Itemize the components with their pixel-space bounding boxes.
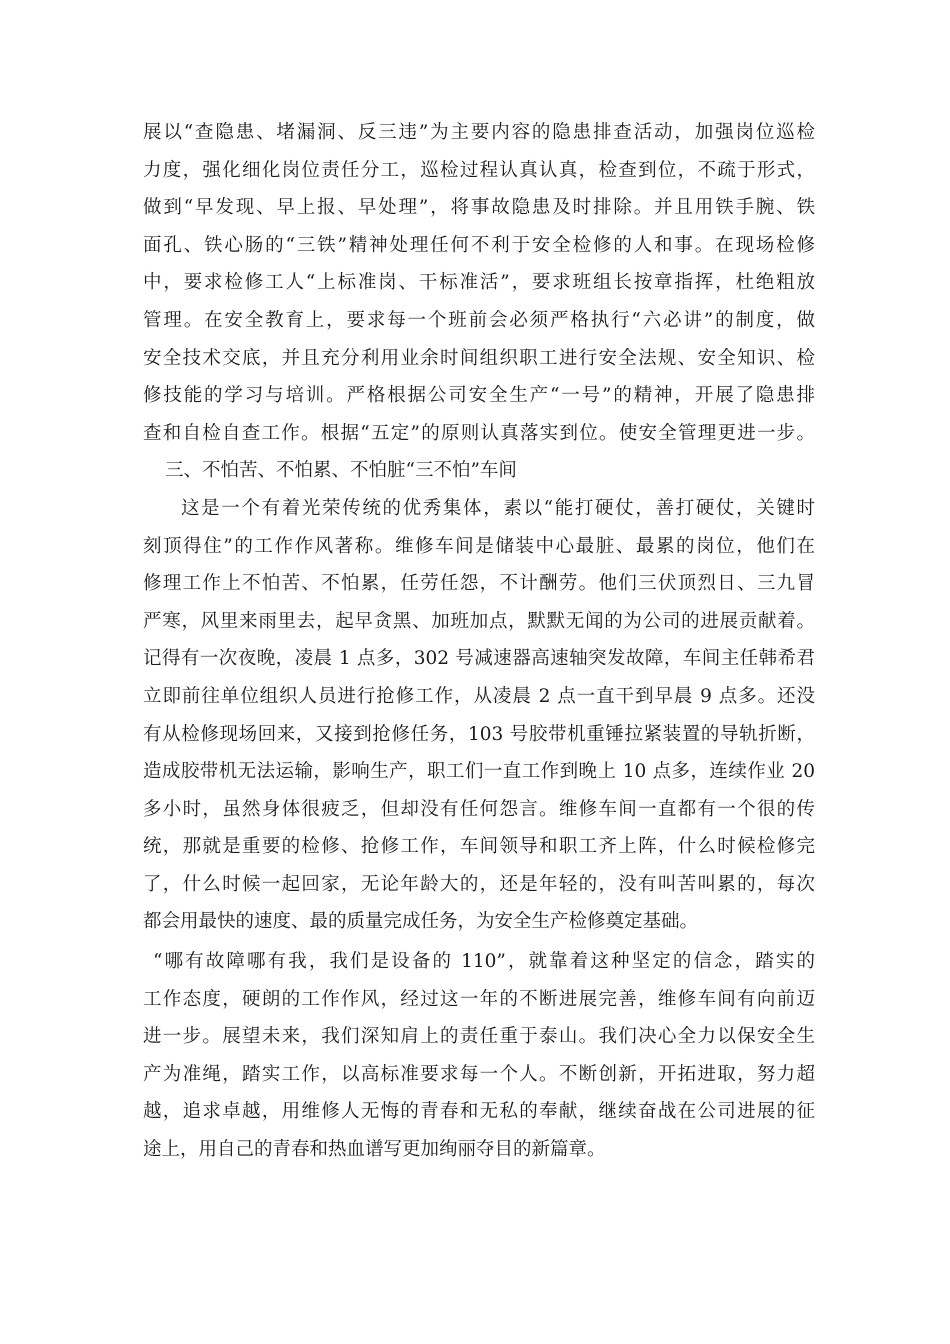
text-line: 越，追求卓越，用维修人无悔的青春和无私的奉献，继续奋战在公司进展的征 <box>143 1101 815 1123</box>
text-line: 管理。在安全教育上，要求每一个班前会必须严格执行“六必讲”的制度，做 <box>143 309 815 331</box>
text-line: 进一步。展望未来，我们深知肩上的责任重于泰山。我们决心全力以保安全生 <box>143 1026 815 1048</box>
text-line: 这是一个有着光荣传统的优秀集体，素以“能打硬仗，善打硬仗，关键时 <box>181 497 815 519</box>
text-line: 严寒，风里来雨里去，起早贪黑、加班加点，默默无闻的为公司的进展贡献着。 <box>143 610 815 632</box>
text-line: 做到“早发现、早上报、早处理”，将事故隐患及时排除。并且用铁手腕、铁 <box>143 197 815 219</box>
paragraph-safety-inspection <box>143 114 815 452</box>
text-line: 查和自检自查工作。根据“五定”的原则认真落实到位。使安全管理更进一步。 <box>143 422 815 444</box>
paragraph-closing <box>143 943 815 1169</box>
text-line: 造成胶带机无法运输，影响生产，职工们一直工作到晚上 10 点多，连续作业 20 <box>143 761 815 783</box>
text-line: 有从检修现场回来，又接到抢修任务，103 号胶带机重锤拉紧装置的导轨折断， <box>143 723 815 745</box>
text-line: 统，那就是重要的检修、抢修工作，车间领导和职工齐上阵，什么时候检修完 <box>143 836 815 858</box>
text-line: 了，什么时候一起回家，无论年龄大的，还是年轻的，没有叫苦叫累的，每次 <box>143 873 815 895</box>
text-line: 安全技术交底，并且充分利用业余时间组织职工进行安全法规、安全知识、检 <box>143 347 815 369</box>
text-line: 面孔、铁心肠的“三铁”精神处理任何不利于安全检修的人和事。在现场检修 <box>143 234 815 256</box>
text-line: 展以“查隐患、堵漏洞、反三违”为主要内容的隐患排查活动，加强岗位巡检 <box>143 122 815 143</box>
section-heading <box>143 452 815 490</box>
text-line: 记得有一次夜晚，凌晨 1 点多，302 号减速器高速轴突发故障，车间主任韩希君 <box>143 648 815 670</box>
document-body <box>143 114 815 1169</box>
text-line: 工作态度，硬朗的工作作风，经过这一年的不断进展完善，维修车间有向前迈 <box>143 988 815 1010</box>
text-line: 中，要求检修工人“上标准岗、干标准活”，要求班组长按章指挥，杜绝粗放 <box>143 272 815 294</box>
text-line: “哪有故障哪有我，我们是设备的 110”，就靠着这种坚定的信念，踏实的 <box>153 951 815 973</box>
text-line: 刻顶得住”的工作作风著称。维修车间是储装中心最脏、最累的岗位，他们在 <box>143 535 815 557</box>
text-line: 力度，强化细化岗位责任分工，巡检过程认真认真，检查到位，不疏于形式， <box>143 159 815 181</box>
paragraph-workshop-story <box>143 490 815 941</box>
text-line: 立即前往单位组织人员进行抢修工作，从凌晨 2 点一直干到早晨 9 点多。还没 <box>143 685 815 707</box>
text-line: 产为准绳，踏实工作，以高标准要求每一个人。不断创新，开拓进取，努力超 <box>143 1063 815 1085</box>
text-line: 都会用最快的速度、最的质量完成任务，为安全生产检修奠定基础。 <box>143 911 699 933</box>
section-heading-text: 三、不怕苦、不怕累、不怕脏“三不怕”车间 <box>165 460 517 482</box>
text-line: 修技能的学习与培训。严格根据公司安全生产“一号”的精神，开展了隐患排 <box>143 385 815 407</box>
text-line: 途上，用自己的青春和热血谱写更加绚丽夺目的新篇章。 <box>143 1139 606 1161</box>
text-line: 多小时，虽然身体很疲乏，但却没有任何怨言。维修车间一直都有一个很的传 <box>143 798 815 820</box>
text-line: 修理工作上不怕苦、不怕累，任劳任怨，不计酬劳。他们三伏顶烈日、三九冒 <box>143 573 815 595</box>
